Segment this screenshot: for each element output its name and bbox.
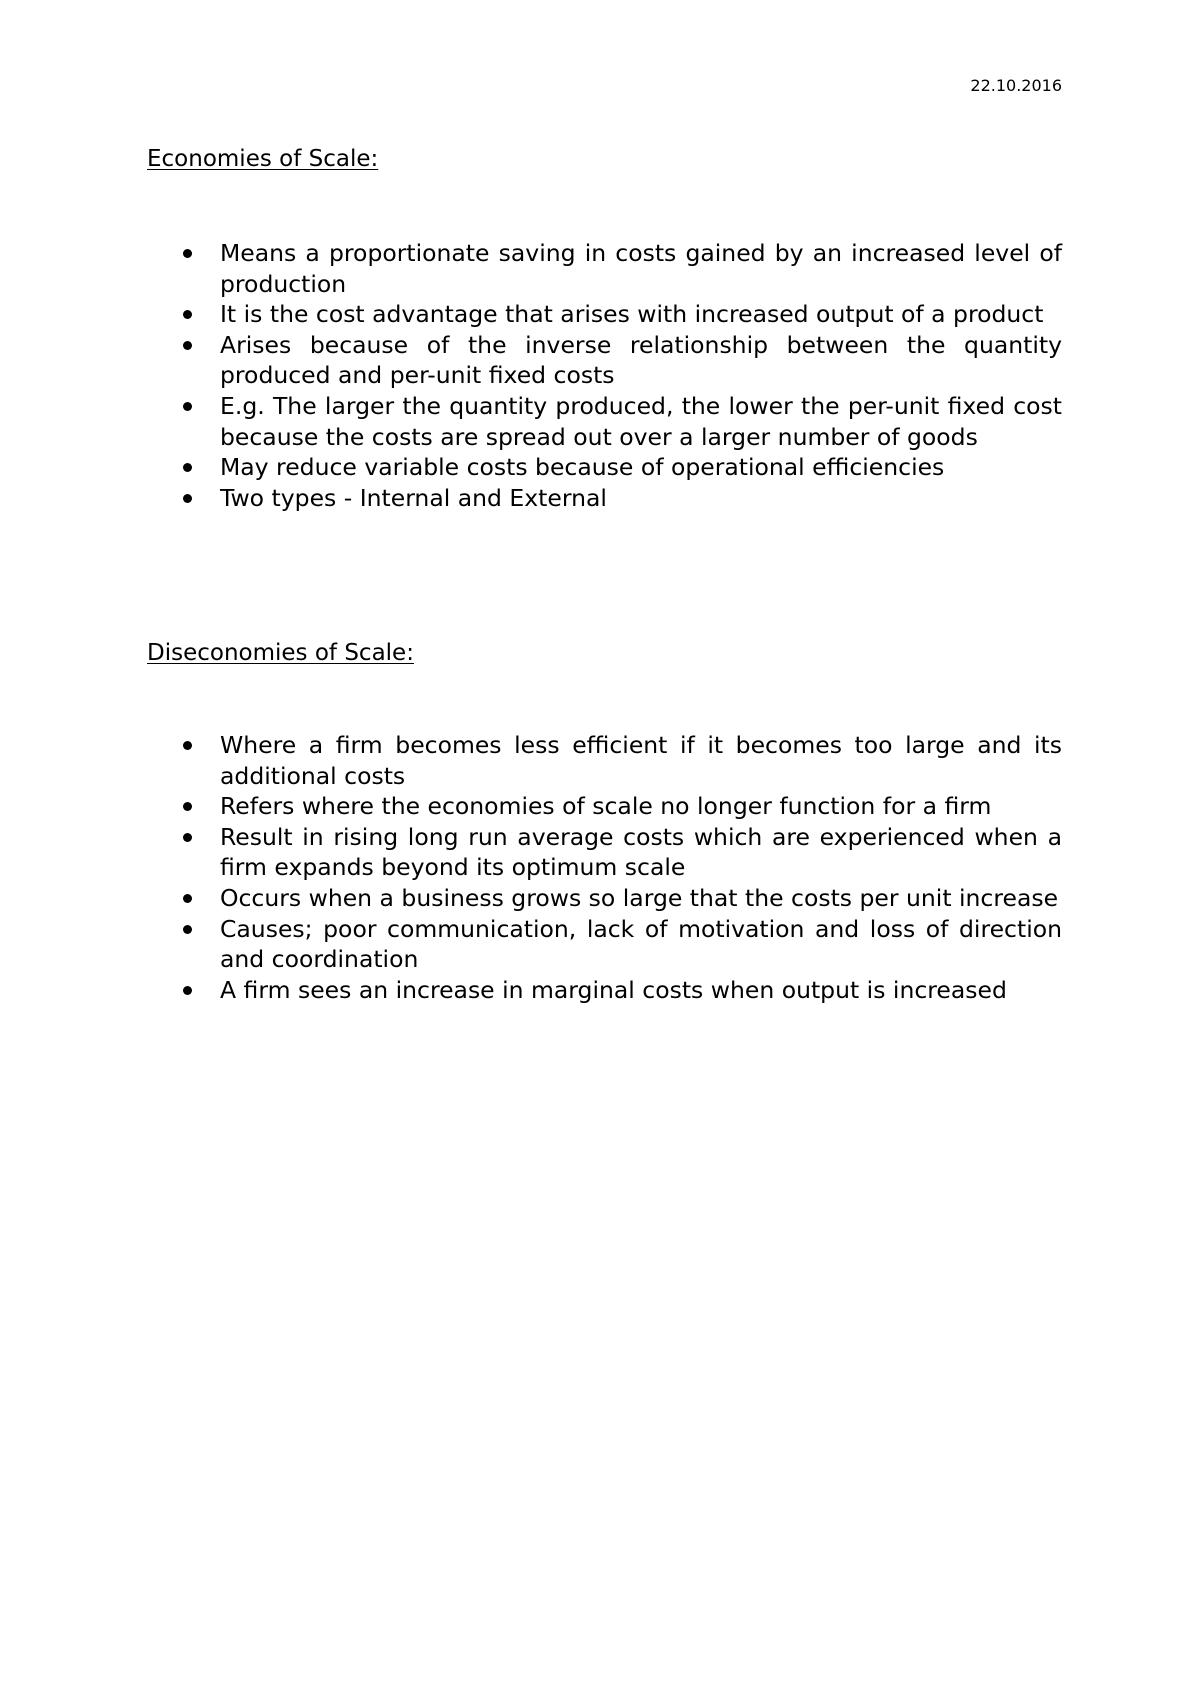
diseconomies-list [147,730,1062,1005]
list-item: Arises because of the inverse relationship between the quantity produced and per-unit fixed costs [147,330,1062,391]
document-date: 22.10.2016 [970,76,1062,95]
list-item: Occurs when a business grows so large that the costs per unit increase [147,883,1062,914]
economies-heading: Economies of Scale: [147,146,379,172]
list-item: A firm sees an increase in marginal costs when output is increased [147,975,1062,1006]
list-item: It is the cost advantage that arises with increased output of a product [147,299,1062,330]
list-item: E.g. The larger the quantity produced, the lower the per-unit fixed cost because the costs are spread out over a larger number of goods [147,391,1062,452]
list-item: Means a proportionate saving in costs gained by an increased level of production [147,238,1062,299]
list-item: May reduce variable costs because of operational efficiencies [147,452,1062,483]
list-item: Where a firm becomes less efficient if it becomes too large and its additional costs [147,730,1062,791]
list-item: Two types - Internal and External [147,483,1062,514]
economies-list [147,238,1062,513]
list-item: Refers where the economies of scale no longer function for a firm [147,791,1062,822]
list-item: Causes; poor communication, lack of motivation and loss of direction and coordination [147,914,1062,975]
list-item: Result in rising long run average costs which are experienced when a firm expands beyond its optimum scale [147,822,1062,883]
diseconomies-heading: Diseconomies of Scale: [147,640,414,666]
